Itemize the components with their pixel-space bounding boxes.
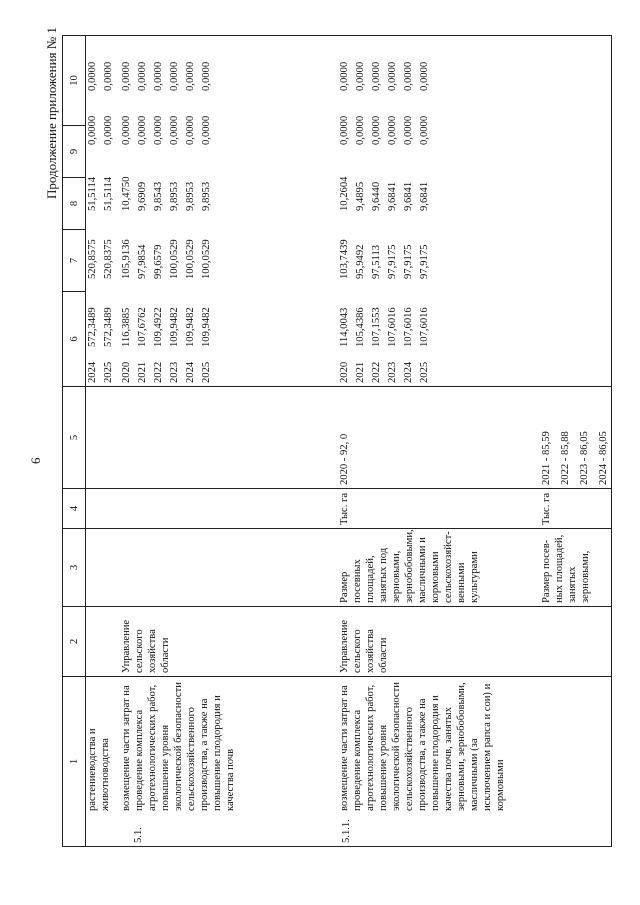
value-cell: 0,0000 (403, 61, 414, 91)
year-row (200, 35, 213, 847)
value-cell: 51,5114 (103, 176, 114, 211)
value-cell: 0,0000 (169, 115, 180, 145)
value-cell: 97,9854 (137, 244, 148, 279)
year-row (370, 35, 383, 847)
year-row (338, 35, 351, 847)
value-cell: 0,0000 (387, 115, 398, 145)
year-cell: 2023 (387, 361, 398, 383)
year-cell: 2025 (201, 361, 212, 383)
continuation-title: Продолжение приложения № 1 (44, 27, 59, 199)
value-cell: 9,8953 (185, 181, 196, 211)
value-cell: 9,8953 (169, 181, 180, 211)
value-cell: 0,0000 (169, 61, 180, 91)
value-cell: 0,0000 (153, 115, 164, 145)
value-cell: 10,4750 (121, 176, 132, 211)
value-cell: 520,8575 (87, 239, 98, 279)
year-cell: 2025 (419, 361, 430, 383)
value-cell: 105,9136 (121, 239, 132, 279)
value-cell: 114,0043 (339, 307, 350, 347)
indicator-text: Размер посевных площадей, занятых под зерновыми, зернобобовыми, масличными и кормовыми сельскохозяйст- венными культурами (339, 529, 480, 603)
item-executor: Управление сельского хозяйства области (339, 619, 389, 673)
year-cell: 2022 (371, 361, 382, 383)
header-cell: 1 (63, 676, 86, 846)
year-row (136, 35, 149, 847)
value-cell: 51,5114 (87, 176, 98, 211)
value-cell: 0,0000 (371, 61, 382, 91)
year-cell: 2024 (87, 361, 98, 383)
value-cell: 0,0000 (137, 115, 148, 145)
year-row (354, 35, 367, 847)
item-executor: Управление сельского хозяйства области (121, 619, 171, 673)
value-cell: 0,0000 (403, 115, 414, 145)
value-cell: 0,0000 (121, 115, 132, 145)
year-row (402, 35, 415, 847)
value-cell: 109,9482 (169, 307, 180, 347)
intro-text: растениеводства и животноводства (87, 728, 111, 811)
year-cell: 2021 (355, 361, 366, 383)
value-cell: 105,4386 (355, 307, 366, 347)
value-cell: 0,0000 (153, 61, 164, 91)
table-body (84, 35, 612, 847)
year-row (86, 35, 99, 847)
item-number: 5.1.1. (341, 819, 352, 843)
value-cell: 0,0000 (87, 61, 98, 91)
value-cell: 100,0529 (185, 239, 196, 279)
value-cell: 97,5113 (371, 244, 382, 279)
value-cell: 97,9175 (403, 244, 414, 279)
header-cell: 3 (63, 528, 86, 606)
value-cell: 9,8953 (201, 181, 212, 211)
page-number: 6 (28, 457, 43, 464)
value-cell: 9,6440 (371, 181, 382, 211)
year-cell: 2024 (185, 361, 196, 383)
value-cell: 107,6016 (403, 307, 414, 347)
value-cell: 109,9482 (185, 307, 196, 347)
header-cell: 9 (63, 125, 86, 177)
indicator-value: 2021 - 85,59 (541, 431, 552, 485)
year-cell: 2020 (121, 361, 132, 383)
value-cell: 0,0000 (87, 115, 98, 145)
value-cell: 107,1553 (371, 307, 382, 347)
indicator-values (540, 389, 616, 485)
value-cell: 9,8543 (153, 181, 164, 211)
value-cell: 9,6841 (419, 181, 430, 211)
value-cell: 0,0000 (419, 61, 430, 91)
year-row (120, 35, 133, 847)
value-cell: 0,0000 (339, 61, 350, 91)
year-row (418, 35, 431, 847)
value-cell: 107,6016 (419, 307, 430, 347)
value-cell: 0,0000 (419, 115, 430, 145)
year-row (152, 35, 165, 847)
value-cell: 9,6841 (403, 181, 414, 211)
value-cell: 572,3489 (87, 307, 98, 347)
item-name: возмещение части затрат на проведение комплекса агротехнологических работ, повышение уровня экологической безопасности сельскохозяйственного производства, а также на повышение плодородия и качества почв, занятых зерновыми, зернобобовыми, масличными (за исключением рапса и сои) и кормовыми (339, 682, 506, 811)
indicator-unit: Тыс. га (339, 492, 350, 525)
header-cell: 8 (63, 177, 86, 229)
year-cell: 2025 (103, 361, 114, 383)
value-cell: 103,7439 (339, 239, 350, 279)
year-row (184, 35, 197, 847)
value-cell: 109,9482 (201, 307, 212, 347)
year-row (168, 35, 181, 847)
indicator-value: 2022 - 85,88 (560, 431, 571, 485)
value-cell: 97,9175 (387, 244, 398, 279)
value-cell: 0,0000 (387, 61, 398, 91)
year-cell: 2021 (137, 361, 148, 383)
value-cell: 10,2604 (339, 176, 350, 211)
value-cell: 0,0000 (371, 115, 382, 145)
value-cell: 0,0000 (355, 61, 366, 91)
value-cell: 0,0000 (201, 61, 212, 91)
value-cell: 9,6909 (137, 181, 148, 211)
value-cell: 116,3885 (121, 307, 132, 347)
value-cell: 572,3489 (103, 307, 114, 347)
value-cell: 100,0529 (201, 239, 212, 279)
value-cell: 97,9175 (419, 244, 430, 279)
header-cell: 7 (63, 229, 86, 291)
value-cell: 100,0529 (169, 239, 180, 279)
year-cell: 2023 (169, 361, 180, 383)
value-cell: 0,0000 (121, 61, 132, 91)
year-cell: 2024 (403, 361, 414, 383)
item-number: 5.1. (133, 827, 144, 843)
header-cell: 5 (63, 386, 86, 488)
value-cell: 109,4922 (153, 307, 164, 347)
indicator-unit: Тыс. га (541, 492, 552, 525)
value-cell: 9,4895 (355, 181, 366, 211)
header-row (63, 36, 86, 847)
value-cell: 0,0000 (137, 61, 148, 91)
header-cell: 10 (63, 36, 86, 126)
value-cell: 0,0000 (355, 115, 366, 145)
program-table (62, 35, 86, 847)
value-cell: 9,6841 (387, 181, 398, 211)
indicator-value: 2023 - 86,05 (579, 431, 590, 485)
value-cell: 0,0000 (103, 115, 114, 145)
indicator-text: Размер посев- ных площадей, занятых зерновыми, (541, 534, 591, 603)
indicator-value: 2024 - 86,05 (598, 431, 609, 485)
value-cell: 0,0000 (185, 61, 196, 91)
value-cell: 0,0000 (103, 61, 114, 91)
item-name: возмещение части затрат на проведение комплекса агротехнологических работ, повышение уровня экологической безопасности сельскохозяйственного производства, а также на повышение плодородия и качества почв (121, 682, 236, 811)
indicator-value: 2020 - 92, 0 (339, 433, 350, 485)
year-row (102, 35, 115, 847)
header-cell: 6 (63, 291, 86, 386)
value-cell: 0,0000 (339, 115, 350, 145)
value-cell: 107,6016 (387, 307, 398, 347)
header-cell: 2 (63, 606, 86, 676)
value-cell: 99,6579 (153, 244, 164, 279)
header-cell: 4 (63, 488, 86, 528)
year-cell: 2020 (339, 361, 350, 383)
year-row (386, 35, 399, 847)
year-cell: 2022 (153, 361, 164, 383)
value-cell: 0,0000 (185, 115, 196, 145)
value-cell: 95,9492 (355, 244, 366, 279)
value-cell: 107,6762 (137, 307, 148, 347)
value-cell: 520,8375 (103, 239, 114, 279)
value-cell: 0,0000 (201, 115, 212, 145)
